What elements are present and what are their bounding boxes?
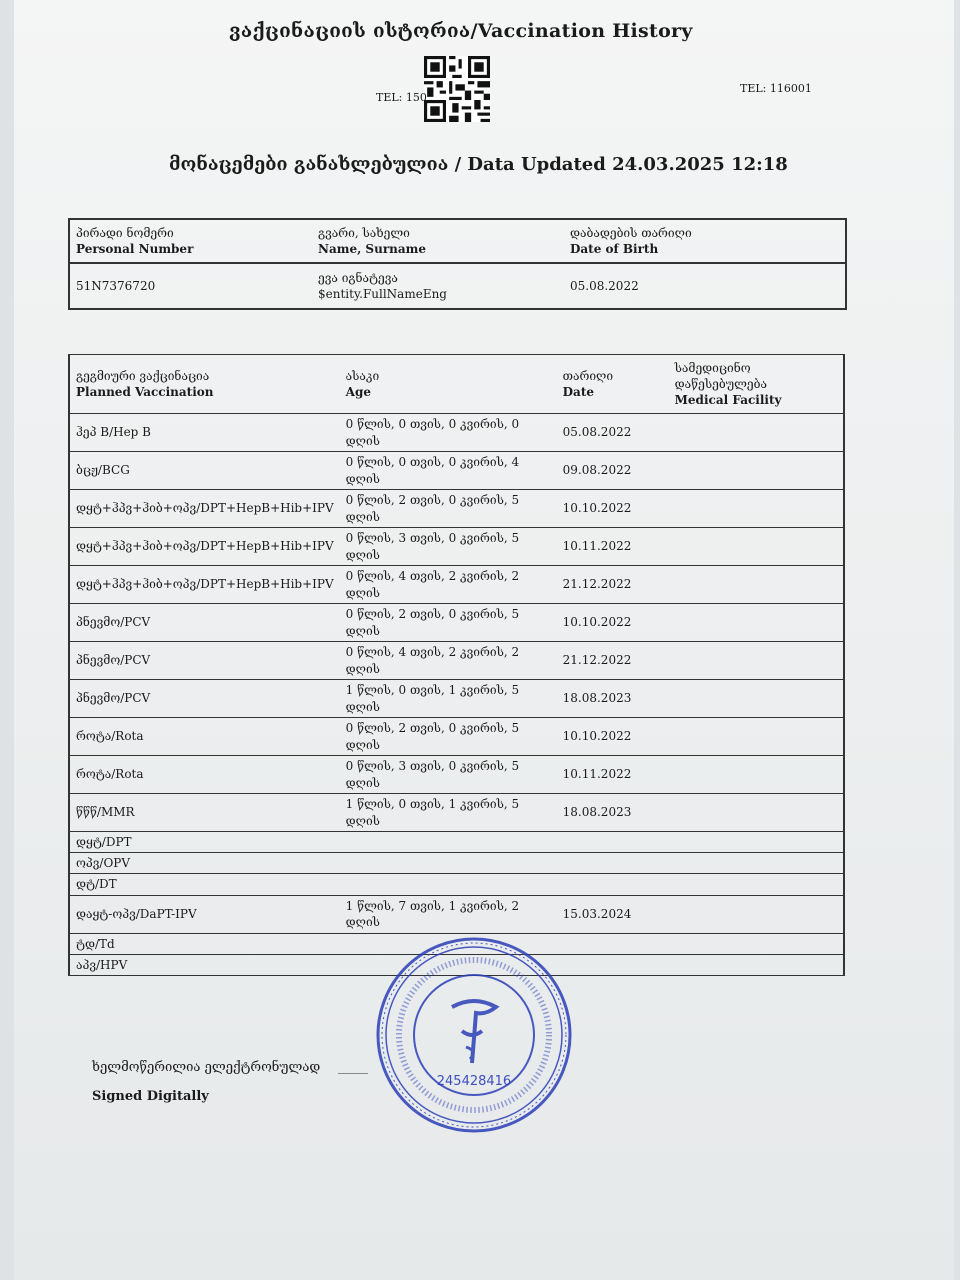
table-row: დყტ+ჰპვ+ჰიბ+ოპვ/DPT+HepB+Hib+IPV 0 წლის, 2 თვის, 0 კვირის, 5 დღის 10.10.2022 xyxy=(69,490,844,528)
table-row: ბცჟ/BCG 0 წლის, 0 თვის, 0 კვირის, 4 დღის 09.08.2022 xyxy=(69,452,844,490)
dob-value: 05.08.2022 xyxy=(564,263,846,309)
document-page xyxy=(14,0,954,1280)
table-row: პნევმო/PCV 0 წლის, 2 თვის, 0 კვირის, 5 დღის 10.10.2022 xyxy=(69,604,844,642)
table-row: წწწ/MMR 1 წლის, 0 თვის, 1 კვირის, 5 დღის 18.08.2023 xyxy=(69,794,844,832)
table-row: ჰეპ B/Hep B 0 წლის, 0 თვის, 0 კვირის, 0 დღის 05.08.2022 xyxy=(69,414,844,452)
name-value: ევა იგნატევა $entity.FullNameEng xyxy=(312,263,564,309)
table-row: დყტ/DPT xyxy=(69,832,844,853)
table-row: ოპვ/OPV xyxy=(69,853,844,874)
tel-right: TEL: 116001 xyxy=(740,82,812,95)
signed-digitally-ka: ხელმოწერილია ელექტრონულად xyxy=(92,1060,321,1075)
qr-code-icon xyxy=(424,56,490,122)
personal-number-value: 51N7376720 xyxy=(69,263,312,309)
dob-header: დაბადების თარიღი Date of Birth xyxy=(564,219,846,263)
personal-number-header: პირადი ნომერი Personal Number xyxy=(69,219,312,263)
table-row: პნევმო/PCV 0 წლის, 4 თვის, 2 კვირის, 2 დღის 21.12.2022 xyxy=(69,642,844,680)
table-row: აპვ/HPV xyxy=(69,954,844,975)
tel-left: TEL: 150 xyxy=(376,91,427,104)
date-header: თარიღი Date xyxy=(557,355,669,414)
name-header: გვარი, სახელი Name, Surname xyxy=(312,219,564,263)
vaccine-header: გეგმიური ვაქცინაცია Planned Vaccination xyxy=(69,355,340,414)
table-row: დყტ+ჰპვ+ჰიბ+ოპვ/DPT+HepB+Hib+IPV 0 წლის, 3 თვის, 0 კვირის, 5 დღის 10.11.2022 xyxy=(69,528,844,566)
signature-line xyxy=(338,1073,368,1074)
table-row: პნევმო/PCV 1 წლის, 0 თვის, 1 კვირის, 5 დღის 18.08.2023 xyxy=(69,680,844,718)
vaccination-table xyxy=(68,354,845,976)
personal-info-table xyxy=(68,218,847,310)
document-title: ვაქცინაციის ისტორია/Vaccination History xyxy=(229,20,693,42)
signed-digitally-en: Signed Digitally xyxy=(92,1089,209,1104)
data-updated-line: მონაცემები განახლებულია / Data Updated 24.03.2025 12:18 xyxy=(169,154,788,175)
facility-header: სამედიცინო დაწესებულება Medical Facility xyxy=(669,355,844,414)
age-header: ასაკი Age xyxy=(340,355,557,414)
table-row: დყტ+ჰპვ+ჰიბ+ოპვ/DPT+HepB+Hib+IPV 0 წლის, 4 თვის, 2 კვირის, 2 დღის 21.12.2022 xyxy=(69,566,844,604)
table-row: დაყტ-ოპვ/DaPT-IPV 1 წლის, 7 თვის, 1 კვირის, 2 დღის 15.03.2024 xyxy=(69,895,844,933)
table-row: როტა/Rota 0 წლის, 2 თვის, 0 კვირის, 5 დღის 10.10.2022 xyxy=(69,718,844,756)
official-stamp-icon xyxy=(374,935,574,1135)
table-row: დტ/DT xyxy=(69,874,844,895)
stamp-number: 245428416 xyxy=(436,1074,512,1089)
table-row: როტა/Rota 0 წლის, 3 თვის, 0 კვირის, 5 დღის 10.11.2022 xyxy=(69,756,844,794)
table-row: ტდ/Td xyxy=(69,933,844,954)
